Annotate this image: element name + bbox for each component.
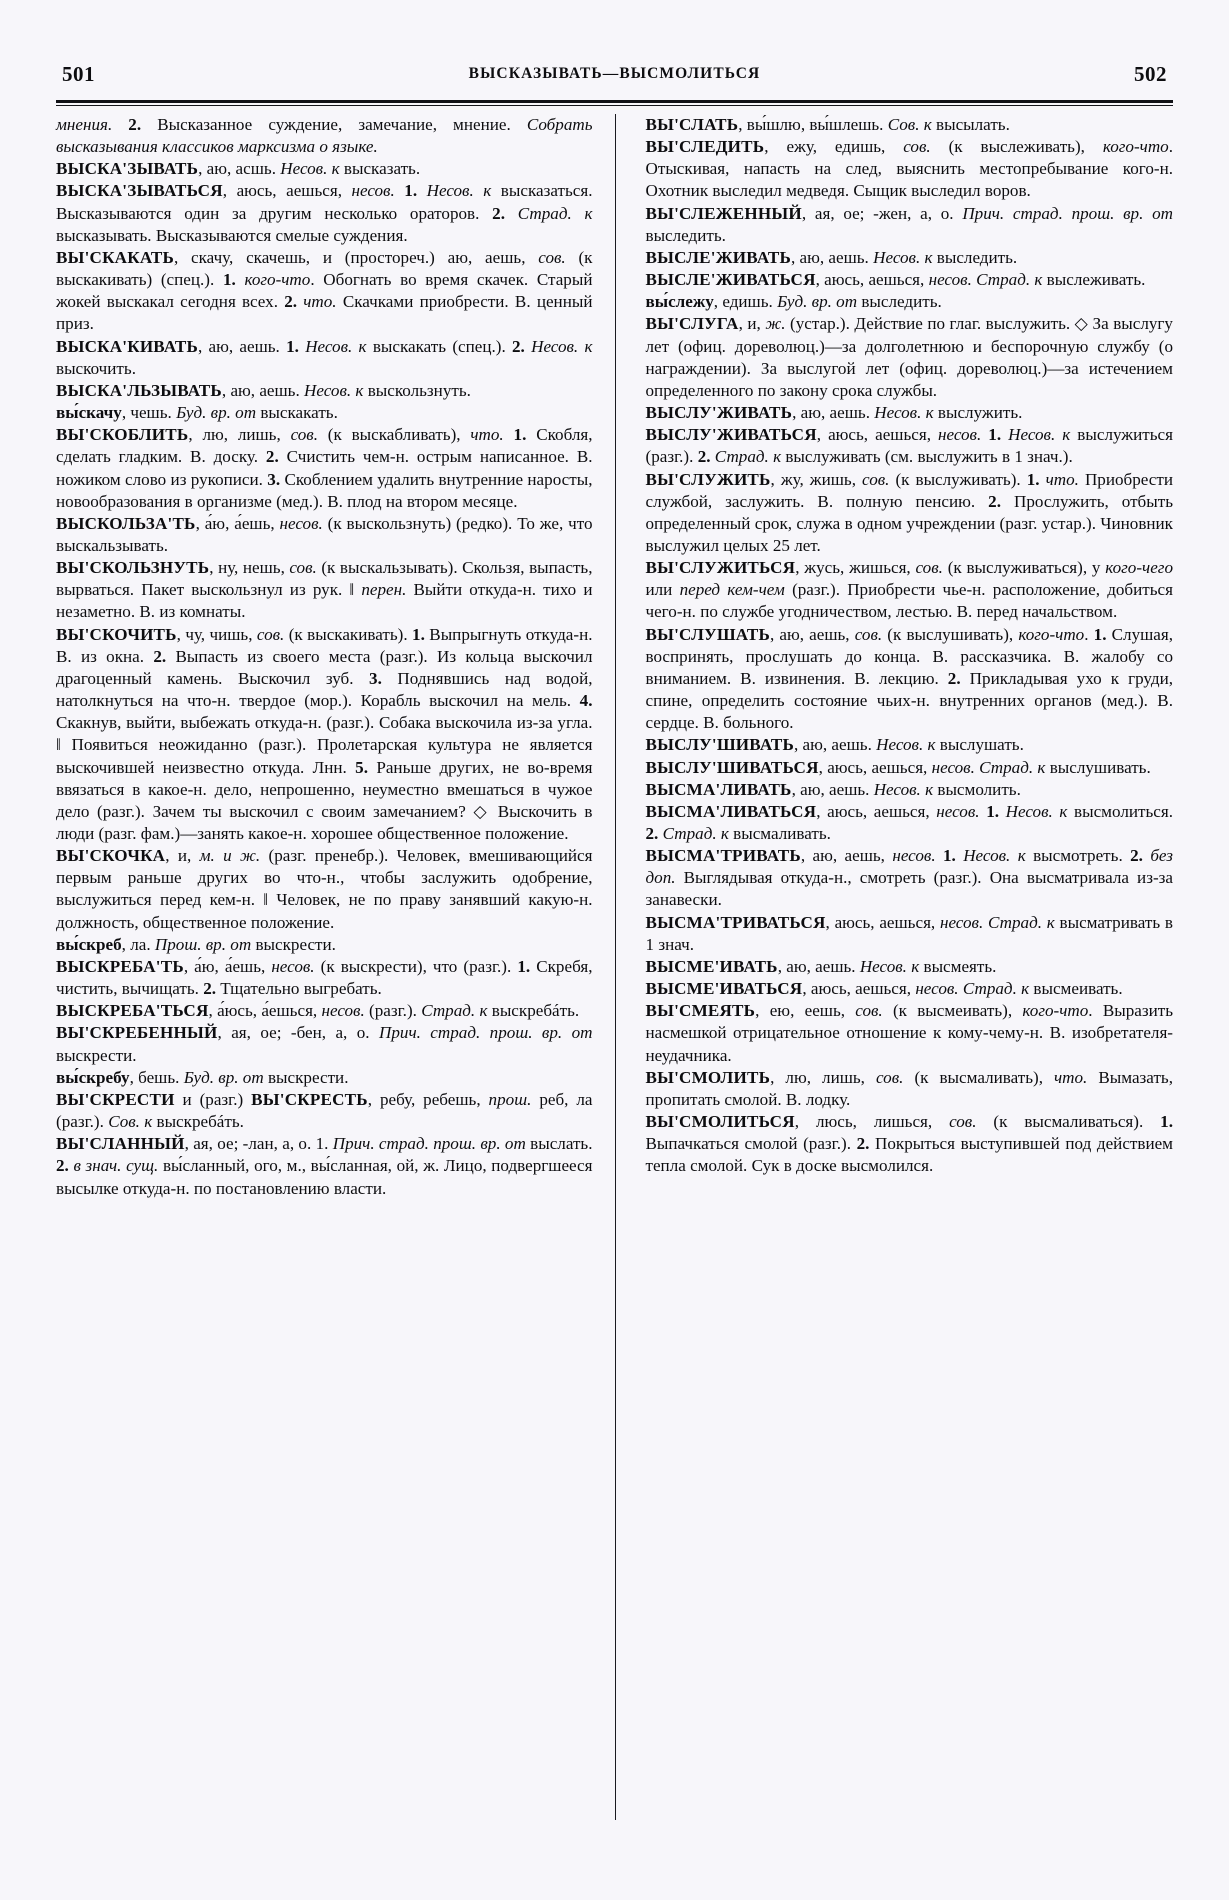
entry-grammar-label: несов. [938, 425, 982, 445]
entry-grammar-label: несов. [351, 181, 395, 201]
entry-definition: выскрести. [251, 934, 336, 954]
entry-headword: ВЫСМА'ЛИВАТЬСЯ [645, 801, 817, 821]
dictionary-entry [646, 624, 1174, 735]
entry-definition: 1. Несов. к выслужиться (разг.). 2. Страд. к выслуживать (см. выслужить в 1 знач.). [645, 425, 1173, 467]
entry-headword: ВЫ'СМОЛИТЬСЯ [645, 1112, 795, 1132]
dictionary-entry [56, 1022, 593, 1066]
entry-definition: (к выскрести), что (разг.). 1. Скребя, чистить, вычищать. 2. Тщательно выгребать. [56, 956, 593, 999]
dictionary-entry [646, 291, 1174, 313]
entry-grammar-label: ж. [765, 314, 786, 334]
entry-definition: (к выскользнуть) (редко). То же, что выскальзывать. [56, 513, 593, 555]
entry-grammar-label: Прош. вр. от [154, 934, 252, 954]
entry-definition: 1. Несов. к высмотреть. 2. без доп. Выглядывая откуда-н., смотреть (разг.). Она высматривала из-за занавески. [645, 846, 1173, 910]
dictionary-entry [646, 779, 1174, 801]
entry-forms: , аюсь, аешься, [802, 979, 916, 999]
entry-forms: , чешь. [121, 403, 177, 423]
entry-grammar-label: Прич. страд. прош. вр. от [379, 1023, 593, 1043]
entry-headword: ВЫСЛЕ'ЖИВАТЬ [645, 247, 791, 267]
dictionary-entry [56, 424, 593, 513]
entry-definition: (к выскабливать), что. 1. Скобля, сделать гладким. В. доску. 2. Счистить чем-н. острым написанное. В. ножиком слово из рукописи. 3. Скоблением удалить внутренние наросты, новообразования в организме (мед.). В. плод на втором месяце. [56, 425, 593, 511]
entry-definition: выслужить. [933, 403, 1023, 423]
entry-forms: , лю, лишь, [188, 425, 291, 445]
entry-grammar-label: сов. [949, 1112, 977, 1132]
entry-headword: ВЫСЛУ'ЖИВАТЬ [645, 403, 793, 423]
dictionary-entry [56, 845, 593, 934]
entry-grammar-label: несов. [271, 956, 315, 976]
sense-number: 2. [128, 115, 142, 134]
entry-grammar-label: сов. [876, 1067, 904, 1087]
entry-definition: 1. Несов. к высказаться. Высказываются один за другим несколько ораторов. 2. Страд. к высказывать. Высказываются смелые суждения. [56, 181, 593, 245]
dictionary-entry [56, 1089, 593, 1133]
entry-grammar-label: сов. [855, 1001, 883, 1021]
entry-definition: высмолить. [933, 779, 1021, 799]
entry-headword: вы́скреб [56, 934, 122, 954]
entry-definition: (к выслушивать), кого-что. 1. Слушая, воспринять, прослушать до конца. В. рассказчика. В. жалобу со вниманием. В. извинения. В. лекцию. 2. Прикладывая ухо к груди, спине, определить состояние чьих-н. внутренних органов (мед.). В. сердце. В. больного. [645, 624, 1174, 733]
entry-definition: реб, ла (разг.). Сов. к выскребáть. [56, 1089, 593, 1132]
dictionary-entry [646, 469, 1174, 558]
dictionary-entry [646, 912, 1174, 956]
entry-grammar-label: сов. [538, 247, 566, 267]
entry-forms: , аю, аешь, [800, 846, 893, 866]
entry-definition: (к выслеживать), кого-что. Отыскивая, напасть на след, выяснить местопребывание кого-н. Охотник выследил медведя. Сыщик выследил воров. [645, 137, 1173, 201]
dictionary-entry [646, 956, 1174, 978]
entry-grammar-label: Прич. страд. прош. вр. от [962, 203, 1173, 223]
dictionary-entry [56, 336, 593, 380]
entry-forms: , аю, аешь, [769, 624, 855, 644]
entry-headword: ВЫ'СКОЛЬЗНУТЬ [56, 558, 210, 578]
entry-grammar-label: Буд. вр. от [777, 292, 858, 312]
entry-grammar-label: несов. [939, 912, 984, 932]
dictionary-entry [646, 757, 1174, 779]
entry-definition: (к выслуживать). 1. что. Приобрести службой, заслужить. В. полную пенсию. 2. Прослужить, отбыть определенный срок, служа в одном учреждении (разг. устар.). Чиновник выслужил целых 25 лет. [645, 469, 1174, 555]
entry-definition: Страд. к высмеивать. [962, 979, 1123, 999]
dictionary-entry [56, 247, 593, 336]
entry-grammar-label: сов. [862, 469, 890, 489]
dictionary-entry [646, 557, 1174, 623]
entry-headword: ВЫСМЕ'ИВАТЬ [645, 956, 778, 976]
entry-definition: (к выскакивать). 1. Выпрыгнуть откуда-н. В. из окна. 2. Выпасть из своего места (разг.). Из кольца выскочил драгоценный камень. Выскочил зуб. 3. Поднявшись над водой, натолкнуться на что-н. твердое (мор.). Корабль выскочил на мель. 4. Скакнув, выйти, выбежать откуда-н. (разг.). Собака выскочила из-за угла. ‖ Появиться неожиданно (разг.). Пролетарская культура не является выскочившей неизвестно откуда. Лнн. 5. Раньше других, не во-время ввязаться в какое-н. дело, непрошенно, неуместно вмешаться в чужое дело (разг.). Зачем ты выскочил с своим замечанием? ◇ Выскочить в люди (разг. фам.)—занять какое-н. хорошее общественное положение. [56, 624, 593, 843]
entry-grammar-label: Несов. к [304, 380, 364, 400]
dictionary-entry [56, 158, 593, 180]
entry-definition: выследить. [857, 292, 942, 312]
entry-headword: ВЫСКРЕБА'ТЬСЯ [56, 1001, 209, 1021]
dictionary-entry [56, 934, 593, 956]
dictionary-entry [646, 1111, 1174, 1177]
entry-forms: , аюсь, аешься, [815, 270, 929, 290]
entry-grammar-label: Несов. к [859, 956, 920, 976]
entry-grammar-label: несов. [931, 757, 975, 777]
entry-grammar-label: несов. [279, 513, 323, 533]
entry-grammar-label: несов. [915, 979, 959, 999]
entry-forms: , ая, ое; -бен, а, о. [217, 1023, 380, 1043]
entry-definition: выслать. 2. в знач. сущ. вы́сланный, ого, м., вы́сланная, ой, ж. Лицо, подвергшееся высылке откуда-н. по постановлению власти. [56, 1134, 593, 1198]
entry-headword: ВЫ'СЛАННЫЙ [56, 1134, 185, 1154]
dictionary-entry [56, 1000, 593, 1022]
entry-definition: выскрести. [56, 1045, 137, 1065]
entry-headword: ВЫ'СМЕЯТЬ [645, 1001, 756, 1021]
continued-example: Собрать высказывания классиков марксизма о языке. [56, 115, 593, 157]
entry-grammar-label: Прич. страд. прош. вр. от [332, 1134, 526, 1154]
entry-definition: (к выслуживаться), у кого-чего или перед кем-чем (разг.). Приобрести чье-н. расположение, добиться чего-н. по службе угодничеством, лестью. В. перед начальством. [645, 558, 1173, 622]
dictionary-entry [56, 557, 593, 623]
entry-grammar-label: несов. [321, 1001, 365, 1021]
dictionary-entry [56, 180, 593, 246]
entry-forms: , аю, аешь. [791, 779, 874, 799]
entry-headword: ВЫ'СЛЕДИТЬ [645, 137, 765, 157]
entry-headword: ВЫ'СЛЕЖЕННЫЙ [645, 203, 802, 223]
entry-forms: , аюсь, аешься, [816, 801, 937, 821]
entry-headword: ВЫСКА'КИВАТЬ [56, 336, 198, 356]
entry-grammar-label: сов. [289, 558, 317, 578]
entry-forms: , ежу, едишь, [764, 137, 904, 157]
entry-forms: , аю, аешь. [221, 380, 305, 400]
folio-right: 502 [1134, 62, 1167, 86]
entry-headword: ВЫСКА'ЗЫВАТЬ [56, 159, 199, 179]
folio-left: 501 [62, 62, 95, 86]
entry-headword: ВЫ'СЛАТЬ [645, 115, 739, 134]
entry-forms: , и, [165, 846, 200, 866]
entry-grammar-label: сов. [290, 425, 318, 445]
entry-definition: выскакать. [256, 403, 338, 423]
entry-headword: ВЫСМА'ТРИВАТЬСЯ [645, 912, 826, 932]
entry-headword: ВЫСМЕ'ИВАТЬСЯ [645, 979, 803, 999]
entry-grammar-label: прош. [488, 1089, 532, 1109]
entry-headword-variant: ВЫ'СКРЕСТЬ [251, 1089, 368, 1109]
entry-headword: ВЫСЛУ'ШИВАТЬСЯ [645, 757, 819, 777]
entry-headword: вы́скребу [56, 1067, 130, 1087]
entry-forms: , ла. [121, 934, 155, 954]
entry-definition: Страд. к выслеживать. [976, 270, 1146, 290]
entry-headword: ВЫ'СМОЛИТЬ [645, 1067, 771, 1087]
entry-grammar-label: Буд. вр. от [183, 1067, 264, 1087]
entry-headword: ВЫ'СЛУГА [645, 314, 739, 334]
entry-definition: Страд. к выслушивать. [979, 757, 1151, 777]
entry-definition: высмеять. [919, 956, 997, 976]
entry-definition: высылать. [931, 115, 1010, 134]
dictionary-entry [56, 1133, 593, 1199]
dictionary-entry [646, 114, 1174, 136]
entry-definition: (разг. пренебр.). Человек, вмешивающийся первым раньше других во что-н., чтобы заслужить одобрение, выслужиться перед кем-н. ‖ Человек, не по праву занявший какую-н. должность, общественное положение. [56, 846, 593, 932]
entry-headword: ВЫ'СЛУЖИТЬ [645, 469, 771, 489]
dictionary-entry [646, 734, 1174, 756]
entry-definition: выслушать. [935, 735, 1024, 755]
entry-headword: ВЫСМА'ТРИВАТЬ [645, 846, 801, 866]
header-rule-thin [56, 105, 1173, 106]
entry-grammar-label: м. и ж. [199, 846, 261, 866]
dictionary-entry [646, 136, 1174, 202]
continued-paragraph [56, 114, 593, 158]
entry-forms: , чу, чишь, [176, 624, 257, 644]
entry-grammar-label: Несов. к [873, 779, 934, 799]
running-title: ВЫСКАЗЫВАТЬ—ВЫСМОЛИТЬСЯ [468, 65, 761, 82]
entry-definition: выскрести. [263, 1067, 349, 1087]
entry-headword: вы́слежу [645, 292, 714, 312]
entry-forms: , а́ю, а́ешь, [183, 956, 272, 976]
column-right [615, 114, 1174, 1820]
entry-forms: , аю, аешь. [777, 956, 860, 976]
entry-forms: , ну, нешь, [209, 558, 290, 578]
entry-grammar-label: несов. [928, 270, 972, 290]
dictionary-entry [646, 1000, 1174, 1066]
entry-forms: , аю, аешь. [790, 247, 874, 267]
entry-definition: выследить. [932, 247, 1018, 267]
entry-forms: , аюсь, аешься, [818, 757, 932, 777]
entry-forms: , жусь, жишься, [795, 558, 916, 578]
entry-headword: ВЫ'СЛУШАТЬ [645, 624, 770, 644]
entry-definition: (разг.). Страд. к выскребáть. [364, 1001, 580, 1021]
dictionary-entry [646, 978, 1174, 1000]
entry-definition: 1. Несов. к высмолиться. 2. Страд. к высмаливать. [645, 801, 1173, 843]
dictionary-entry [646, 247, 1174, 269]
entry-headword: ВЫСКРЕБА'ТЬ [56, 956, 184, 976]
entry-definition: (к высмаливаться). 1. Выпачкаться смолой (разг.). 2. Покрыться выступившей под действием тепла смолой. Сук в доске высмолился. [645, 1112, 1173, 1176]
entry-forms: , аю, аешь. [792, 403, 875, 423]
entry-forms: , ребу, ребешь, [367, 1089, 489, 1109]
entry-headword: ВЫСЛУ'ЖИВАТЬСЯ [645, 425, 817, 445]
entry-forms: , люсь, лишься, [794, 1112, 950, 1132]
entry-headword: ВЫСЛЕ'ЖИВАТЬСЯ [645, 270, 816, 290]
entry-forms: , вы́шлю, вы́шлешь. [738, 115, 888, 134]
entry-forms: , аюсь, аешься, [222, 181, 352, 201]
entry-forms: , аю, асшь. [198, 159, 281, 179]
dictionary-entry [646, 1067, 1174, 1111]
header-rule-thick [56, 100, 1173, 103]
entry-grammar-label: сов. [256, 624, 285, 644]
entry-forms: , жу, жишь, [770, 469, 863, 489]
entry-headword: ВЫ'СКОБЛИТЬ [56, 425, 189, 445]
dictionary-entry [56, 380, 593, 402]
entry-forms: , аю, аешь. [793, 735, 877, 755]
continued-definition: Высказанное суждение, замечание, мнение. [141, 115, 527, 134]
dictionary-entry [56, 513, 593, 557]
entry-definition: (устар.). Действие по глаг. выслужить. ◇ За выслугу лет (офиц. дореволюц.)—за долголетнюю и беспорочную службу (о награждении). За выслугой лет (офиц. дореволюц.)—за истечением определенного по закону срока службы. [645, 314, 1173, 400]
dictionary-entry [646, 424, 1174, 468]
dictionary-entry [646, 402, 1174, 424]
entry-headword: ВЫСМА'ЛИВАТЬ [645, 779, 792, 799]
entry-forms: , аю, аешь. [197, 336, 287, 356]
entry-headword: ВЫ'СЛУЖИТЬСЯ [645, 558, 796, 578]
entry-definition: (к высмеивать), кого-что. Выразить насмешкой отрицательное отношение к кому-чему-н. В. изобретателя-неудачника. [645, 1001, 1174, 1065]
dictionary-entry [646, 203, 1174, 247]
entry-headword: ВЫ'СКОЧИТЬ [56, 624, 177, 644]
entry-definition: выследить. [645, 225, 726, 245]
entry-forms: , аюсь, аешься, [825, 912, 940, 932]
dictionary-entry [56, 1067, 593, 1089]
entry-headword: ВЫСКОЛЬЗА'ТЬ [56, 513, 196, 533]
entry-grammar-label: несов. [936, 801, 980, 821]
entry-grammar-label: сов. [915, 558, 943, 578]
entry-definition: (к выскакивать) (спец.). 1. кого-что. Обогнать во время скачек. Старый жокей выскакал сегодня всех. 2. что. Скачками приобрести. В. ценный приз. [56, 247, 593, 334]
entry-definition: выскользнуть. [363, 380, 471, 400]
entry-forms: , скачу, скачешь, и (простореч.) аю, аешь, [173, 247, 539, 267]
dictionary-entry [56, 402, 593, 424]
entry-grammar-label: сов. [903, 137, 931, 157]
entry-headword: ВЫСКА'ЗЫВАТЬСЯ [56, 181, 223, 201]
entry-definition: (к выскальзывать). Скользя, выпасть, вырваться. Пакет выскользнул из рук. ‖ перен. Выйти откуда-н. тихо и незаметно. В. из комнаты. [56, 558, 593, 622]
entry-grammar-label: Несов. к [874, 403, 934, 423]
dictionary-entry [56, 956, 593, 1000]
entry-grammar-label: Несов. к [876, 735, 936, 755]
entry-headword: ВЫ'СКОЧКА [56, 846, 166, 866]
entry-forms: , а́юсь, а́ешься, [208, 1001, 322, 1021]
entry-forms: , ая, ое; -лан, а, о. 1. [184, 1134, 333, 1154]
entry-headword: ВЫСКА'ЛЬЗЫВАТЬ [56, 380, 222, 400]
entry-definition: высказать. [339, 159, 421, 179]
page-header [62, 62, 1167, 92]
entry-forms: , едишь. [713, 292, 778, 312]
entry-grammar-label: Сов. к [887, 115, 932, 134]
entry-forms: , лю, лишь, [770, 1067, 876, 1087]
entry-forms: , бешь. [129, 1067, 184, 1087]
entry-headword: ВЫ'СКАКАТЬ [56, 247, 174, 267]
entry-headword: ВЫСЛУ'ШИВАТЬ [645, 735, 794, 755]
dictionary-entry [646, 313, 1174, 402]
entry-grammar-label: сов. [854, 624, 883, 644]
dictionary-entry [646, 269, 1174, 291]
entry-forms: , а́ю, а́ешь, [195, 513, 280, 533]
entry-definition: (к высмаливать), что. Вымазать, пропитать смолой. В. лодку. [645, 1067, 1173, 1109]
entry-forms: , ая, ое; -жен, а, о. [801, 203, 963, 223]
entry-headword-connector: и (разг.) [174, 1089, 252, 1109]
dictionary-entry [56, 624, 593, 846]
entry-forms: , и, [738, 314, 766, 334]
entry-forms: , ею, еешь, [755, 1001, 856, 1021]
entry-definition: Страд. к высматривать в 1 знач. [645, 912, 1173, 954]
entry-definition: 1. Несов. к выскакать (спец.). 2. Несов. к выскочить. [56, 336, 593, 378]
entry-grammar-label: Буд. вр. от [176, 403, 257, 423]
header-rule [56, 100, 1173, 106]
entry-headword: ВЫ'СКРЕБЕННЫЙ [56, 1023, 218, 1043]
dictionary-entry [646, 845, 1174, 911]
dictionary-entry [646, 801, 1174, 845]
continued-headword-fragment: мнения. [56, 115, 129, 134]
entry-grammar-label: несов. [892, 846, 936, 866]
entry-forms: , аюсь, аешься, [816, 425, 938, 445]
entry-grammar-label: Несов. к [873, 247, 933, 267]
column-left [56, 114, 615, 1820]
entry-headword: ВЫ'СКРЕСТИ [56, 1089, 175, 1109]
entry-headword: вы́скачу [56, 403, 122, 423]
text-columns [56, 114, 1173, 1820]
entry-grammar-label: Несов. к [280, 159, 340, 179]
